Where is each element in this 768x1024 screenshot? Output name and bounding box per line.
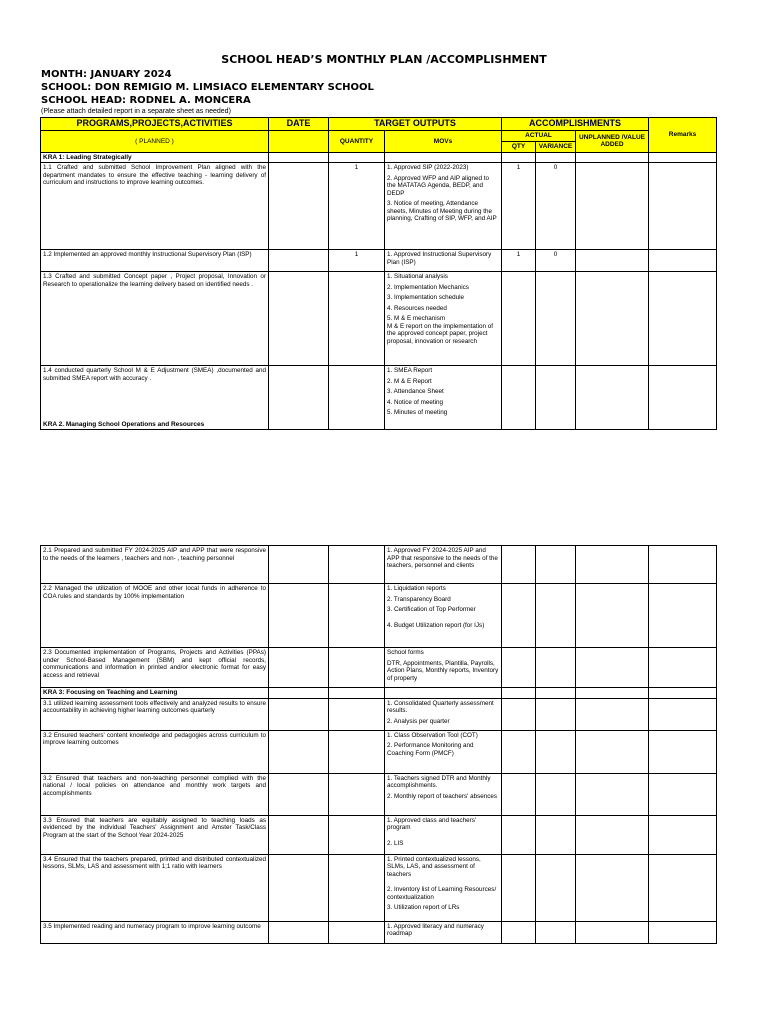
movs-2-1: 1. Approved FY 2024-2025 AIP and APP that responsive to the needs of the teachers, personnel and clients xyxy=(385,546,502,584)
page-title: SCHOOL HEAD’S MONTHLY PLAN /ACCOMPLISHMENT xyxy=(221,53,547,66)
activity-1-4-cell xyxy=(41,366,269,430)
movs-1-4: 1. SMEA Report 2. M & E Report 3. Attendance Sheet 4. Notice of meeting 5. Minutes of meeting xyxy=(385,366,502,430)
movs-3-5: 1. Approved literacy and numeracy roadmap xyxy=(385,921,502,943)
movs-1-3: 1. Situational analysis 2. Implementation Mechanics 3. Implementation schedule 4. Resources needed 5. M & E mechanism M & E report on the implementation of the approved concept paper, project proposal, innovation or research xyxy=(385,272,502,366)
movs-2-2: 1. Liquidation reports 2. Transparency Board 3. Certification of Top Performer 4. Budget Utilization report (for IJs) xyxy=(385,584,502,648)
activity-3-2a: 3.2 Ensured teachers' content knowledge and pedagogies across curriculum to improve learning outcomes xyxy=(41,730,269,773)
month-label: MONTH: JANUARY 2024 xyxy=(41,69,172,80)
header-programs: PROGRAMS,PROJECTS,ACTIVITIES xyxy=(41,118,269,131)
plan-table-page-1 xyxy=(40,117,717,430)
activity-2-3: 2.3 Documented implementation of Programs, Projects and Activities (PPAs) under School-Based Management (SBM) and kept official records, communications and information in printed and/or electronic format for easy access and retrieval xyxy=(41,648,269,688)
header-quantity: QUANTITY xyxy=(329,131,385,153)
movs-3-2b: 1. Teachers signed DTR and Monthly accomplishments. 2. Monthly report of teachers' absences xyxy=(385,773,502,815)
kra-2-heading: KRA 2. Managing School Operations and Resources xyxy=(43,420,205,428)
activity-3-4: 3.4 Ensured that the teachers prepared, printed and distributed contextualized lessons, SLMs, LAS and assessment with 1;1 ratio with learners xyxy=(41,854,269,921)
movs-2-3: School forms DTR, Appointments, Plantilla, Payrolls, Action Plans, Monthly reports, Inventory of property xyxy=(385,648,502,688)
plan-table-page-2 xyxy=(40,545,717,944)
activity-3-2b: 3.2 Ensured that teachers and non-teaching personnel complied with the national / local policies on attendance and monthly work targets and accomplishments xyxy=(41,773,269,815)
activity-1-2: 1.2 Implemented an approved monthly Instructional Supervisory Plan (ISP) xyxy=(41,250,269,272)
header-unplanned: UNPLANNED /VALUE ADDED xyxy=(576,131,649,153)
movs-3-4: 1. Printed contextualized lessons, SLMs, LAS, and assessment of teachers 2. Inventory list of Learning Resources/ contextualization 3. Utilization report of LRs xyxy=(385,854,502,921)
header-date: DATE xyxy=(269,118,329,131)
header-planned: ( PLANNED ) xyxy=(41,131,269,153)
header-movs: MOVs xyxy=(385,131,502,153)
attachment-note: (Please attach detailed report in a separate sheet as needed) xyxy=(41,108,231,115)
kra-1-heading: KRA 1: Leading Strategically xyxy=(41,152,269,163)
header-variance: VARIANCE xyxy=(536,141,576,152)
movs-1-2: 1. Approved Instructional Supervisory Plan (ISP) xyxy=(385,250,502,272)
header-target-outputs: TARGET OUTPUTS xyxy=(329,118,502,131)
kra-3-heading: KRA 3: Focusing on Teaching and Learning xyxy=(41,688,269,699)
header-qty: QTY xyxy=(502,141,536,152)
header-accomplishments: ACCOMPLISHMENTS xyxy=(502,118,649,131)
quantity-1-1: 1 xyxy=(329,163,385,250)
qty-1-2: 1 xyxy=(502,250,536,272)
activity-2-1: 2.1 Prepared and submitted FY 2024-2025 AIP and APP that were responsive to the needs of the learners , teachers and non- , teaching personnel xyxy=(41,546,269,584)
header-actual: ACTUAL xyxy=(502,131,576,142)
variance-1-1: 0 xyxy=(536,163,576,250)
header-date-blank xyxy=(269,131,329,153)
activity-2-2: 2.2 Managed the utilization of MOOE and other local funds in adherence to COA rules and standards by 100% implementation xyxy=(41,584,269,648)
activity-1-3: 1.3 Crafted and submitted Concept paper , Project proposal, Innovation or Research to operationalize the learning delivery based on identified needs . xyxy=(41,272,269,366)
header-remarks: Remarks xyxy=(649,118,717,153)
activity-3-3: 3.3 Ensured that teachers are equitably assigned to teaching loads as evidenced by the individual Teachers' Assignment and Amster Task/Class Program at the start of the School Year 2024-2025 xyxy=(41,815,269,854)
school-head-label: SCHOOL HEAD: RODNEL A. MONCERA xyxy=(41,95,251,106)
quantity-1-2: 1 xyxy=(329,250,385,272)
qty-1-1: 1 xyxy=(502,163,536,250)
movs-3-1: 1. Consolidated Quarterly assessment results. 2. Analysis per quarter xyxy=(385,698,502,730)
activity-1-4: 1.4 conducted quarterly School M & E Adjustment (SMEA) ,documented and submitted SMEA report with accuracy . xyxy=(43,367,266,382)
movs-3-2a: 1. Class Observation Tool (COT) 2. Performance Monitoring and Coaching Form (PMCF) xyxy=(385,730,502,773)
activity-3-1: 3.1 utilized learning assessment tools effectively and analyzed results to ensure accountability in achieving higher learning outcomes quarterly xyxy=(41,698,269,730)
movs-3-3: 1. Approved class and teachers' program 2. LIS xyxy=(385,815,502,854)
movs-1-1: 1. Approved SIP (2022-2023) 2. Approved WFP and AIP aligned to the MATATAG Agenda, BEDP, and DEDP 3. Notice of meeting, Attendance sheets, Minutes of Meeting during the planning, Crafting of SIP, WFP, and AIP xyxy=(385,163,502,250)
school-label: SCHOOL: DON REMIGIO M. LIMSIACO ELEMENTARY SCHOOL xyxy=(41,82,374,93)
activity-3-5: 3.5 Implemented reading and numeracy program to improve learning outcome xyxy=(41,921,269,943)
activity-1-1: 1.1 Crafted and submitted School Improvement Plan aligned with the department mandates to ensure the effective teaching - learning delivery of curriculum and instructions to improve learning outcomes. xyxy=(41,163,269,250)
variance-1-2: 0 xyxy=(536,250,576,272)
